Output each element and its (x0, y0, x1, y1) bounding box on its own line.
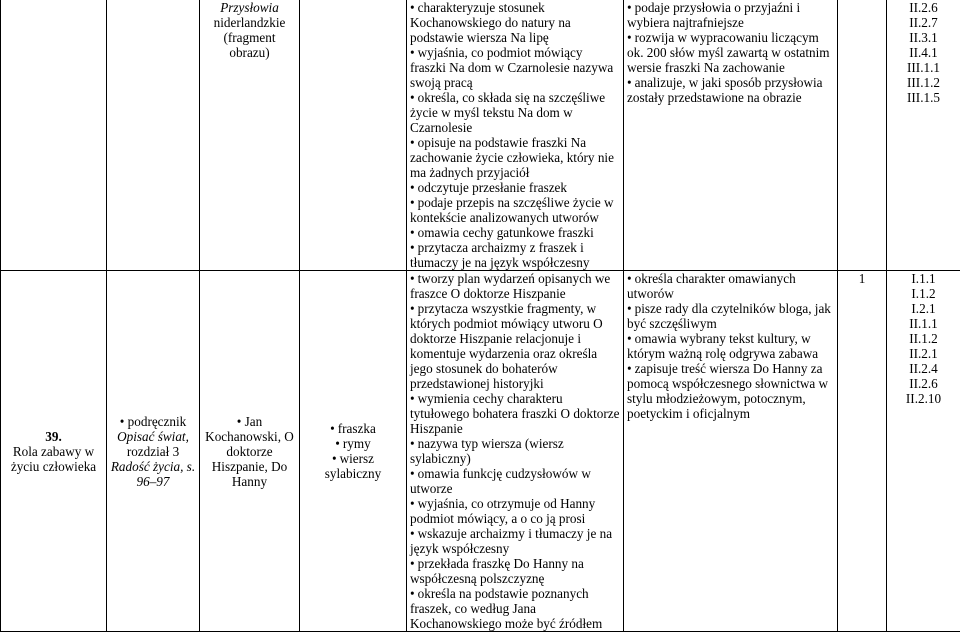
list-item: • przytacza wszystkie fragmenty, w których podmiot mówiący utworu O doktorze Hiszpanie relacjonuje i komentuje wydarzenia oraz określa jego stosunek do bohaterów przedstawionej historyjki (410, 301, 620, 391)
basic-requirements-cell (407, 271, 624, 632)
list-item: • wiersz sylabiczny (303, 451, 403, 481)
list-item: • omawia funkcję cudzysłowów w utworze (410, 466, 620, 496)
codes-cell (887, 0, 960, 271)
list-item: • określa charakter omawianych utworów (627, 271, 834, 301)
codes-cell (887, 271, 960, 632)
requirements-list (627, 271, 834, 421)
list-item: • charakteryzuje stosunek Kochanowskiego do natury na podstawie wiersza Na lipę (410, 0, 620, 45)
list-item: • analizuje, w jaki sposób przysłowia zostały przedstawione na obrazie (627, 75, 834, 105)
list-item: I.1.2 (890, 286, 957, 301)
list-item: II.2.4 (890, 361, 957, 376)
extended-requirements-cell (624, 271, 838, 632)
list-item: • pisze rady dla czytelników bloga, jak być szczęśliwym (627, 301, 834, 331)
texts-cell (200, 0, 300, 271)
material-line: Opisać świat, (110, 429, 196, 444)
text-line: Przysłowia (203, 0, 296, 15)
lesson-number: 39. (4, 429, 103, 444)
hours-value: 1 (859, 271, 866, 286)
list-item: • podaje przysłowia o przyjaźni i wybiera najtrafniejsze (627, 0, 834, 30)
list-item: II.2.6 (890, 0, 957, 15)
requirements-list (410, 0, 620, 270)
list-item: • przytacza archaizmy z fraszek i tłumaczy je na język współczesny (410, 240, 620, 270)
list-item: II.2.10 (890, 391, 957, 406)
list-item: II.4.1 (890, 45, 957, 60)
bullet-icon: • (237, 414, 245, 429)
list-item: II.3.1 (890, 30, 957, 45)
lesson-cell (1, 271, 107, 632)
text-line: (fragment obrazu) (203, 30, 296, 60)
list-item: I.2.1 (890, 301, 957, 316)
hours-cell (838, 271, 887, 632)
materials-cell (107, 0, 200, 271)
text-line: Hiszpanie, Do (203, 459, 296, 474)
material-line: rozdział 3 (110, 444, 196, 459)
lesson-cell (1, 0, 107, 271)
list-item: • odczytuje przesłanie fraszek (410, 180, 620, 195)
list-item: • omawia wybrany tekst kultury, w którym ważną rolę odgrywa zabawa (627, 331, 834, 361)
requirements-list (627, 0, 834, 105)
text-line: Hanny (203, 474, 296, 489)
texts-cell (200, 271, 300, 632)
list-item: • wskazuje archaizmy i tłumaczy je na język współczesny (410, 526, 620, 556)
list-item: • określa, co składa się na szczęśliwe życie w myśl tekstu Na dom w Czarnolesie (410, 90, 620, 135)
basic-requirements-cell (407, 0, 624, 271)
list-item: • rymy (303, 436, 403, 451)
table-row (1, 0, 960, 271)
lesson-title: Rola zabawy w życiu człowieka (4, 444, 103, 474)
list-item: • określa na podstawie poznanych fraszek, co według Jana Kochanowskiego może być źródłem (410, 586, 620, 631)
list-item: II.2.1 (890, 346, 957, 361)
text-line: Kochanowski, O (203, 429, 296, 444)
text-line: Jan (245, 414, 263, 429)
text-line: niderlandzkie (203, 15, 296, 30)
extended-requirements-cell (624, 0, 838, 271)
list-item: • opisuje na podstawie fraszki Na zachowanie życie człowieka, który nie ma żadnych przyjaciół (410, 135, 620, 180)
list-item: • wyjaśnia, co podmiot mówiący fraszki Na dom w Czarnolesie nazywa swoją pracą (410, 45, 620, 90)
list-item: • wymienia cechy charakteru tytułowego bohatera fraszki O doktorze Hiszpanie (410, 391, 620, 436)
text-line: doktorze (203, 444, 296, 459)
table-row (1, 271, 960, 632)
codes-list (890, 271, 957, 406)
requirements-list (410, 271, 620, 631)
material-line: Radość życia, s. 96–97 (110, 459, 196, 489)
list-item: II.1.2 (890, 331, 957, 346)
materials-cell (107, 271, 200, 632)
list-item: II.2.6 (890, 376, 957, 391)
list-item: • podaje przepis na szczęśliwe życie w kontekście analizowanych utworów (410, 195, 620, 225)
hours-cell (838, 0, 887, 271)
list-item: • tworzy plan wydarzeń opisanych we fraszce O doktorze Hiszpanie (410, 271, 620, 301)
list-item: • zapisuje treść wiersza Do Hanny za pomocą współczesnego słownictwa w stylu młodzieżowym, potocznym, poetyckim i oficjalnym (627, 361, 834, 421)
list-item: III.1.2 (890, 75, 957, 90)
list-item: • fraszka (303, 421, 403, 436)
codes-list (890, 0, 957, 105)
terms-list (303, 421, 403, 481)
list-item: • rozwija w wypracowaniu liczącym ok. 200 słów myśl zawartą w ostatnim wersie fraszki Na zachowanie (627, 30, 834, 75)
terms-cell (300, 271, 407, 632)
list-item: I.1.1 (890, 271, 957, 286)
list-item: II.2.7 (890, 15, 957, 30)
list-item: • nazywa typ wiersza (wiersz sylabiczny) (410, 436, 620, 466)
list-item: • przekłada fraszkę Do Hanny na współczesną polszczyznę (410, 556, 620, 586)
list-item: III.1.5 (890, 90, 957, 105)
terms-cell (300, 0, 407, 271)
list-item: II.1.1 (890, 316, 957, 331)
list-item: • wyjaśnia, co otrzymuje od Hanny podmiot mówiący, a o co ją prosi (410, 496, 620, 526)
bullet-icon: • (120, 414, 128, 429)
list-item: • omawia cechy gatunkowe fraszki (410, 225, 620, 240)
list-item: III.1.1 (890, 60, 957, 75)
material-line: podręcznik (128, 414, 187, 429)
